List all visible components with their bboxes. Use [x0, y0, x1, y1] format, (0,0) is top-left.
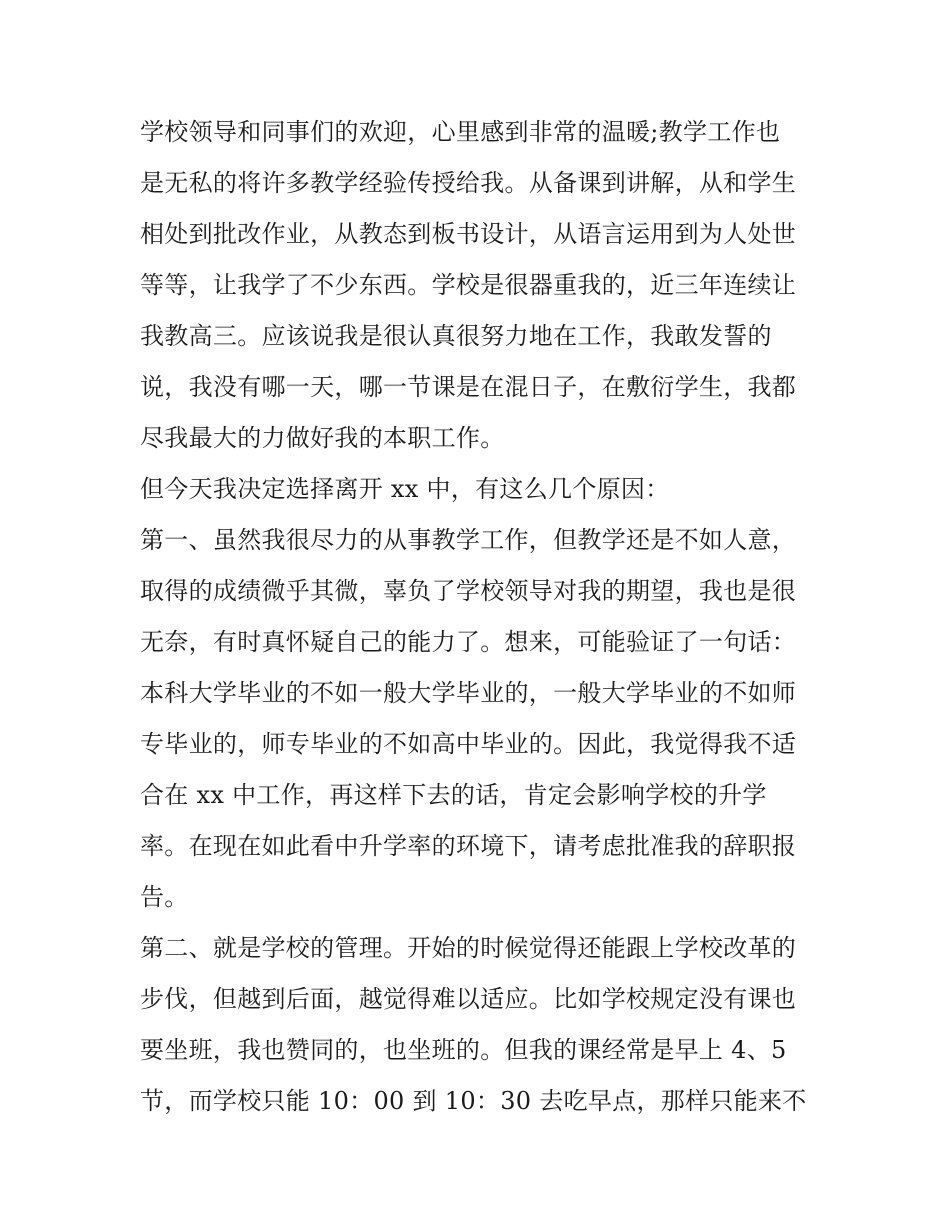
text-line: 说，我没有哪一天，哪一节课是在混日子，在敷衍学生，我都 [140, 373, 797, 401]
text-line: 等等，让我学了不少东西。学校是很器重我的，近三年连续让 [140, 271, 797, 299]
text-line: 取得的成绩微乎其微，辜负了学校领导对我的期望，我也是很 [140, 577, 797, 605]
text-line: 步伐，但越到后面，越觉得难以适应。比如学校规定没有课也 [140, 985, 797, 1013]
text-line: 要坐班，我也赞同的，也坐班的。但我的课经常是早上 4、5 [140, 1036, 787, 1064]
text-line: 第一、虽然我很尽力的从事教学工作，但教学还是不如人意， [140, 526, 797, 554]
text-line: 是无私的将许多教学经验传授给我。从备课到讲解，从和学生 [140, 169, 797, 197]
text-line: 尽我最大的力做好我的本职工作。 [140, 424, 505, 452]
text-line: 但今天我决定选择离开 xx 中，有这么几个原因： [140, 475, 670, 503]
text-line: 我教高三。应该说我是很认真很努力地在工作，我敢发誓的 [140, 322, 772, 350]
text-line: 相处到批改作业，从教态到板书设计，从语言运用到为人处世 [140, 220, 797, 248]
text-line: 本科大学毕业的不如一般大学毕业的，一般大学毕业的不如师 [140, 679, 797, 707]
text-line: 节，而学校只能 10：00 到 10：30 去吃早点，那样只能来不 [140, 1087, 807, 1115]
text-line: 告。 [140, 883, 189, 911]
text-line: 第二、就是学校的管理。开始的时候觉得还能跟上学校改革的 [140, 934, 797, 962]
text-line: 率。在现在如此看中升学率的环境下，请考虑批准我的辞职报 [140, 832, 797, 860]
text-line: 合在 xx 中工作，再这样下去的话，肯定会影响学校的升学 [140, 781, 767, 809]
text-line: 专毕业的，师专毕业的不如高中毕业的。因此，我觉得我不适 [140, 730, 797, 758]
document-body [140, 107, 830, 1127]
text-line: 无奈，有时真怀疑自己的能力了。想来，可能验证了一句话： [140, 628, 797, 656]
text-line: 学校领导和同事们的欢迎，心里感到非常的温暖;教学工作也 [140, 118, 781, 146]
